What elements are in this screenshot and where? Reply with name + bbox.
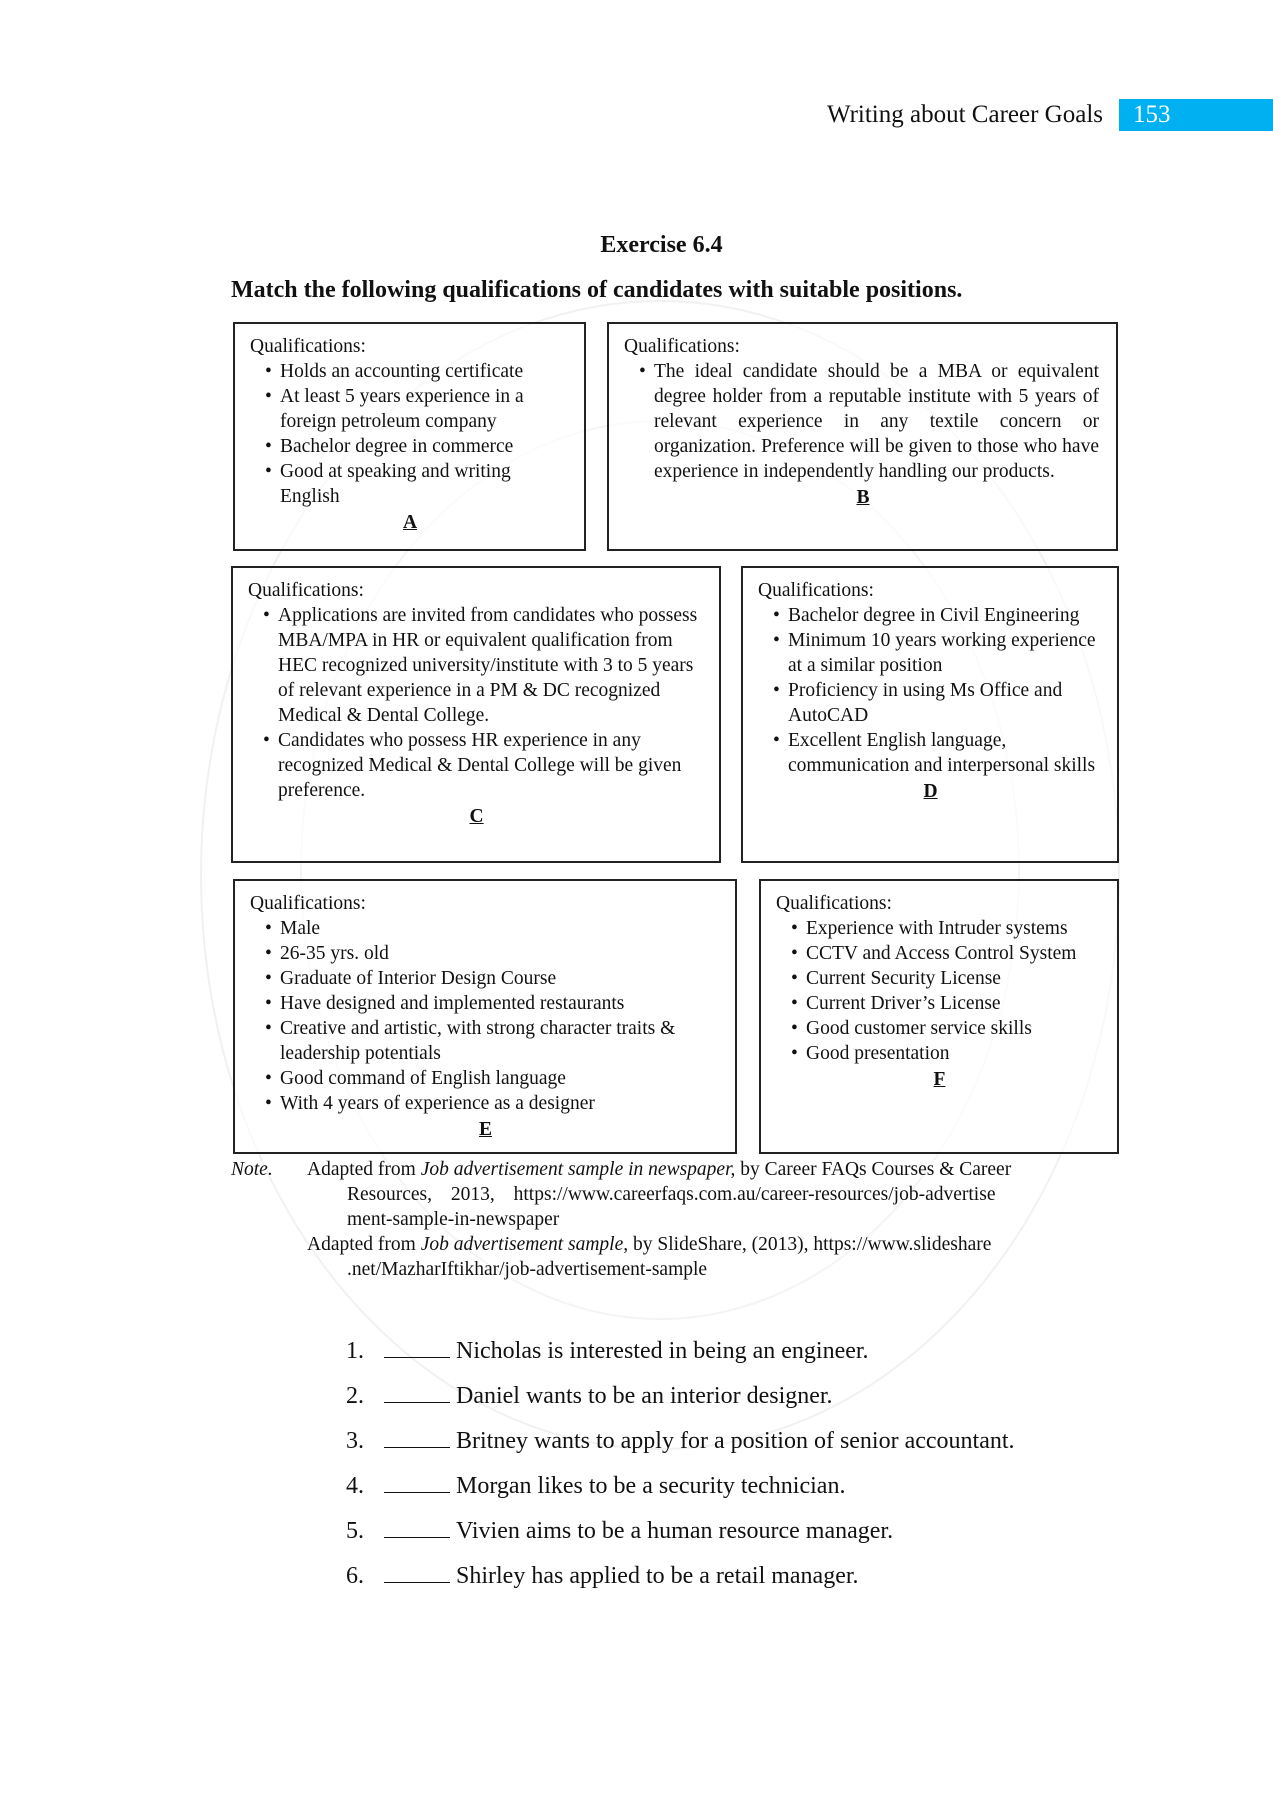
question-number: 1. [346, 1338, 364, 1364]
citation-prefix: Adapted from [307, 1234, 421, 1255]
citation-2-line-2: .net/MazharIftikhar/job-advertisement-sample [347, 1259, 708, 1280]
qualification-item: • Candidates who possess HR experience in any recognized Medical & Dental College will be given preference. [278, 728, 705, 803]
qualifications-label: Qualifications: [250, 893, 366, 914]
box-letter: D [923, 781, 938, 802]
qualifications-label: Qualifications: [758, 580, 874, 601]
note-label: Note. [231, 1159, 273, 1180]
box-letter: C [469, 806, 484, 827]
answer-blank[interactable] [384, 1425, 450, 1448]
qualification-box-a [233, 322, 586, 551]
qualifications-label: Qualifications: [776, 893, 892, 914]
citation-1-line-2: Resources, 2013, https://www.careerfaqs.com.au/career-resources/job-advertise [347, 1184, 996, 1205]
qualification-item: • Creative and artistic, with strong character traits & leadership potentials [280, 1016, 721, 1066]
question-text: Daniel wants to be an interior designer. [456, 1383, 833, 1409]
citation-1-line-3: ment-sample-in-newspaper [347, 1209, 560, 1230]
answer-blank[interactable] [384, 1560, 450, 1583]
citation-2 [231, 1232, 1121, 1257]
answer-blank[interactable] [384, 1335, 450, 1358]
qualification-item: • Bachelor degree in Civil Engineering [788, 603, 1103, 628]
qualification-item: • Good command of English language [280, 1066, 721, 1091]
question-text: Morgan likes to be a security technician. [456, 1473, 846, 1499]
exercise-instruction: Match the following qualifications of candidates with suitable positions. [231, 277, 963, 303]
box-letter: F [933, 1069, 946, 1090]
question-number: 5. [346, 1518, 364, 1544]
citation-1 [231, 1157, 1121, 1182]
qualifications-label: Qualifications: [624, 336, 740, 357]
qualification-item: • Excellent English language, communication and interpersonal skills [788, 728, 1103, 778]
qualification-list [248, 603, 705, 803]
qualification-item: • Experience with Intruder systems [806, 916, 1103, 941]
qualification-item: • Bachelor degree in commerce [280, 434, 570, 459]
running-header [0, 99, 1273, 131]
qualification-box-e [233, 879, 737, 1154]
running-title: Writing about Career Goals [827, 101, 1103, 128]
qualifications-label: Qualifications: [248, 580, 364, 601]
qualification-list [776, 916, 1103, 1066]
qualification-list [624, 359, 1102, 484]
citation-suffix: by Career FAQs Courses & Career [735, 1159, 1012, 1180]
qualification-item: • CCTV and Access Control System [806, 941, 1103, 966]
qualification-item: • At least 5 years experience in a foreign petroleum company [280, 384, 570, 434]
qualification-item: • Good presentation [806, 1041, 1103, 1066]
qualification-item: • Holds an accounting certificate [280, 359, 570, 384]
source-note [231, 1157, 1121, 1282]
page-number-bar [1119, 99, 1273, 131]
question-number: 2. [346, 1383, 364, 1409]
box-letter: B [856, 487, 870, 508]
qualification-item: • Current Security License [806, 966, 1103, 991]
question-row [346, 1514, 1015, 1559]
question-text: Nicholas is interested in being an engineer. [456, 1338, 869, 1364]
qualification-item: • Current Driver’s License [806, 991, 1103, 1016]
qualification-box-b [607, 322, 1118, 551]
question-number: 4. [346, 1473, 364, 1499]
citation-suffix: by SlideShare, (2013), https://www.slideshare [628, 1234, 992, 1255]
question-row [346, 1424, 1015, 1469]
qualification-box-d [741, 566, 1119, 863]
question-number: 3. [346, 1428, 364, 1454]
qualification-item: • The ideal candidate should be a MBA or equivalent degree holder from a reputable institute with 5 years of relevant experience in any textile concern or organization. Preference will be given to those who have experience in independently handling our products. [654, 359, 1099, 484]
qualification-box-c [231, 566, 721, 863]
qualification-item: • Good at speaking and writing English [280, 459, 570, 509]
qualification-item: • 26-35 yrs. old [280, 941, 721, 966]
question-row [346, 1379, 1015, 1424]
answer-blank[interactable] [384, 1470, 450, 1493]
qualification-item: • With 4 years of experience as a designer [280, 1091, 721, 1116]
qualification-list [758, 603, 1103, 778]
qualification-item: • Have designed and implemented restaurants [280, 991, 721, 1016]
qualification-item: • Applications are invited from candidates who possess MBA/MPA in HR or equivalent qualification from HEC recognized university/institute with 3 to 5 years of relevant experience in a PM & DC recognized Medical & Dental College. [278, 603, 705, 728]
question-row [346, 1334, 1015, 1379]
box-letter: E [478, 1119, 492, 1140]
page-number: 153 [1133, 101, 1171, 128]
answer-blank[interactable] [384, 1380, 450, 1403]
question-row [346, 1469, 1015, 1514]
qualification-item: • Good customer service skills [806, 1016, 1103, 1041]
question-text: Shirley has applied to be a retail manager. [456, 1563, 859, 1589]
matching-questions [346, 1334, 1015, 1604]
qualification-item: • Proficiency in using Ms Office and AutoCAD [788, 678, 1103, 728]
qualification-list [250, 916, 721, 1116]
qualification-item: • Graduate of Interior Design Course [280, 966, 721, 991]
answer-blank[interactable] [384, 1515, 450, 1538]
citation-title: Job advertisement sample in newspaper, [420, 1159, 736, 1180]
question-row [346, 1559, 1015, 1604]
qualification-box-f [759, 879, 1119, 1154]
exercise-title: Exercise 6.4 [600, 232, 723, 258]
question-number: 6. [346, 1563, 364, 1589]
qualification-item: • Male [280, 916, 721, 941]
question-text: Britney wants to apply for a position of senior accountant. [456, 1428, 1015, 1454]
box-letter: A [402, 512, 418, 533]
qualification-list [250, 359, 570, 509]
question-text: Vivien aims to be a human resource manager. [456, 1518, 894, 1544]
qualifications-label: Qualifications: [250, 336, 366, 357]
citation-prefix: Adapted from [307, 1159, 421, 1180]
qualification-item: • Minimum 10 years working experience at a similar position [788, 628, 1103, 678]
citation-title: Job advertisement sample, [420, 1234, 629, 1255]
